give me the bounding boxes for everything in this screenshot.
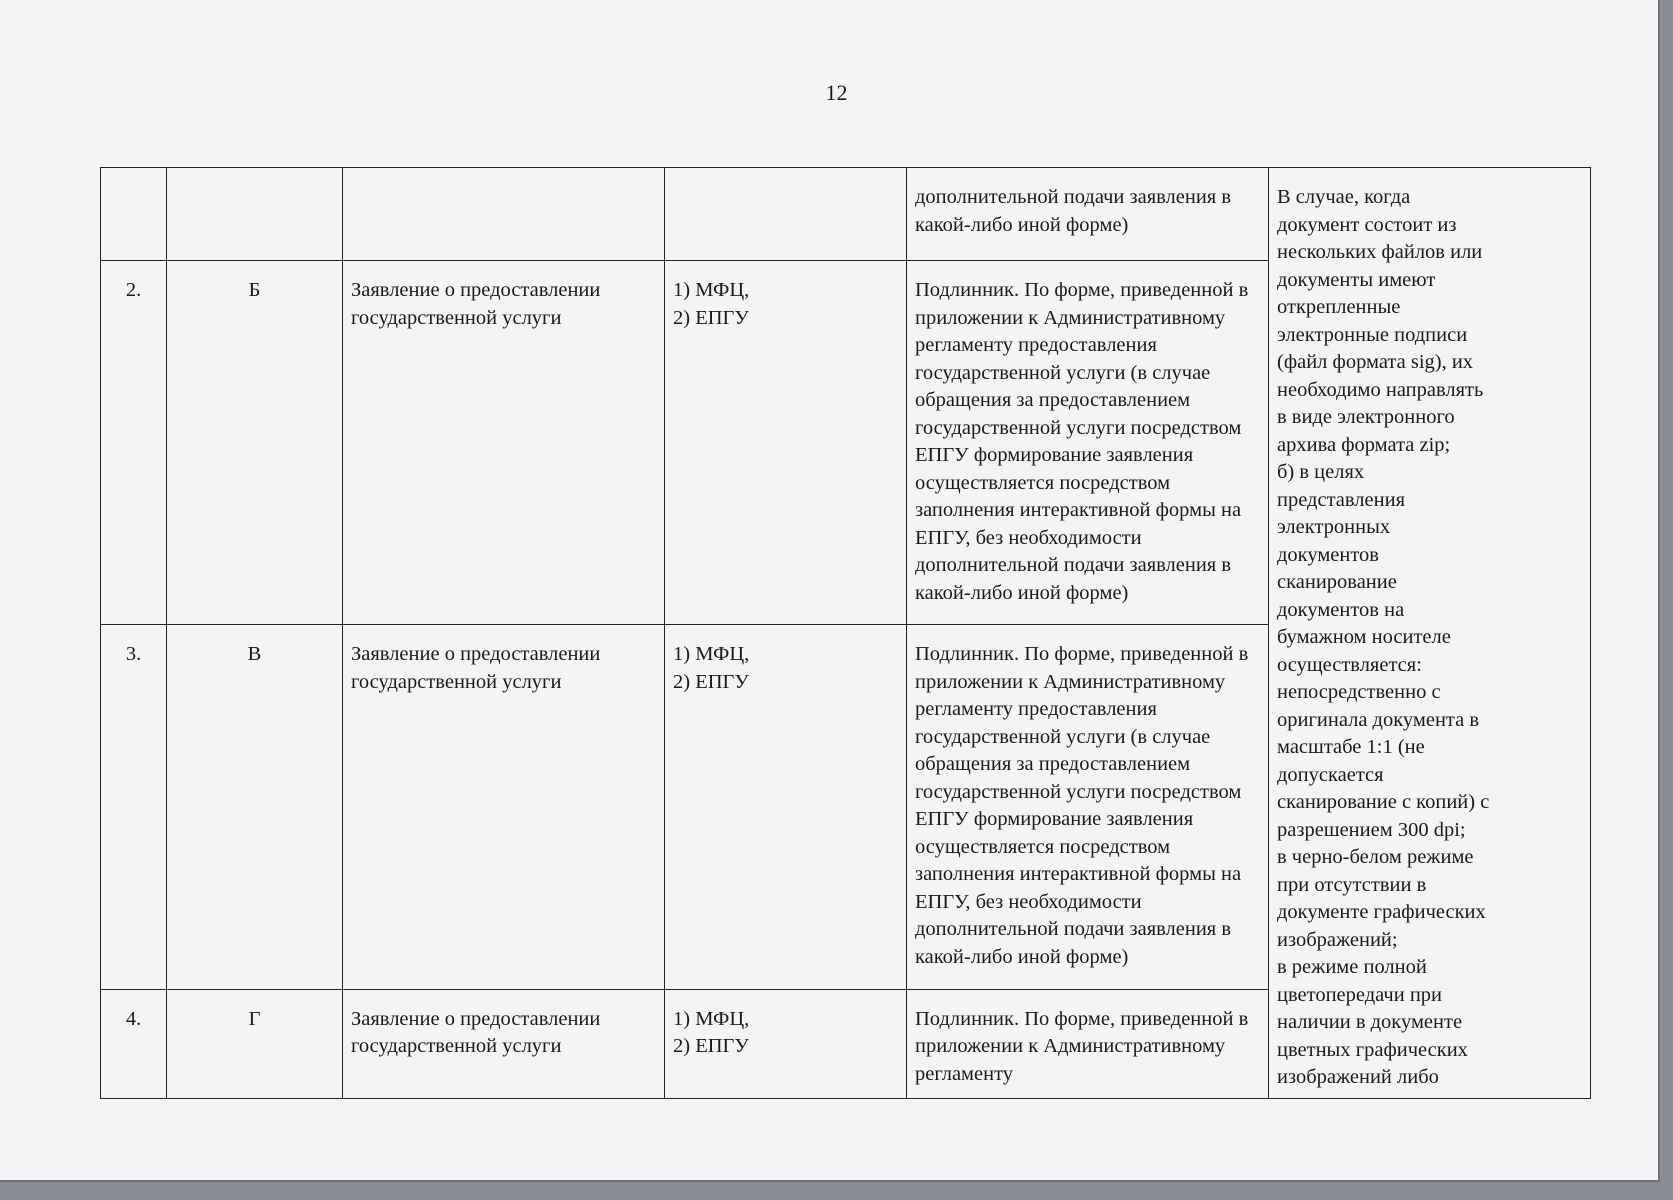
note-line: представления: [1277, 488, 1405, 511]
requirements-cell: Подлинник. По форме, приведенной в приложении к Административному регламенту предоставления государственной услуги (в случае обращения за предоставлением государственной услуги посредством ЕПГУ формирование заявления осуществляется посредством заполнения интерактивной формы на ЕПГУ, без необходимости дополнительной подачи заявления в какой-либо иной форме): [907, 261, 1269, 625]
notes-cell: [1269, 168, 1591, 1099]
note-line: в режиме полной: [1277, 956, 1427, 978]
requirements-cell: Подлинник. По форме, приведенной в приложении к Административному регламенту предоставления государственной услуги (в случае обращения за предоставлением государственной услуги посредством ЕПГУ формирование заявления осуществляется посредством заполнения интерактивной формы на ЕПГУ, без необходимости дополнительной подачи заявления в какой-либо иной форме): [907, 625, 1269, 989]
submission-channels: [665, 989, 907, 1098]
note-line: непосредственно с: [1277, 681, 1441, 703]
documents-table: [100, 167, 1591, 1099]
row-letter: Г: [167, 989, 343, 1098]
note-line: документов: [1277, 543, 1379, 566]
row-number: 3.: [101, 625, 167, 989]
channel-item: 2) ЕПГУ: [673, 306, 749, 329]
note-line: осуществляется:: [1277, 653, 1422, 676]
note-line: документе графических: [1277, 901, 1486, 923]
note-line: документ состоит из: [1277, 213, 1457, 236]
note-line: архива формата zip;: [1277, 433, 1451, 456]
page-number: 12: [825, 80, 848, 105]
note-line: изображений либо: [1277, 1066, 1439, 1088]
note-line: документы имеют: [1277, 268, 1436, 291]
note-line: оригинала документа в: [1277, 708, 1480, 731]
note-line: сканирование с копий) с: [1277, 791, 1490, 813]
note-line: цветных графических: [1277, 1038, 1468, 1061]
table-row: [101, 168, 1591, 261]
note-line: изображений;: [1277, 928, 1398, 951]
note-line: в виде электронного: [1277, 406, 1455, 428]
requirements-cell: дополнительной подачи заявления в какой-либо иной форме): [907, 168, 1269, 261]
note-line: при отсутствии в: [1277, 873, 1427, 896]
document-name: Заявление о предоставлении государственной услуги: [343, 625, 665, 989]
note-line: наличии в документе: [1277, 1011, 1463, 1033]
channel-item: 2) ЕПГУ: [673, 670, 749, 693]
requirements-cell: Подлинник. По форме, приведенной в приложении к Административному регламенту: [907, 989, 1269, 1098]
submission-channels: [665, 625, 907, 989]
note-line: бумажном носителе: [1277, 626, 1451, 648]
row-letter: В: [167, 625, 343, 989]
note-line: открепленные: [1277, 296, 1401, 318]
note-line: В случае, когда: [1277, 186, 1411, 208]
table-cell: [665, 168, 907, 261]
note-line: электронные подписи: [1277, 323, 1468, 346]
note-line: электронных: [1277, 516, 1391, 538]
row-letter: Б: [167, 261, 343, 625]
note-line: сканирование: [1277, 571, 1397, 593]
channel-item: 1) МФЦ,: [673, 279, 750, 301]
note-line: б) в целях: [1277, 461, 1365, 483]
note-line: масштабе 1:1 (не: [1277, 736, 1425, 758]
document-name: Заявление о предоставлении государственной услуги: [343, 989, 665, 1098]
notes-lines: [1277, 184, 1582, 1092]
channel-item: 2) ЕПГУ: [673, 1035, 749, 1058]
row-number: 4.: [101, 989, 167, 1098]
note-line: необходимо направлять: [1277, 378, 1484, 401]
channel-item: 1) МФЦ,: [673, 1007, 750, 1030]
table-cell: [167, 168, 343, 261]
note-line: цветопередачи при: [1277, 983, 1443, 1006]
note-line: (файл формата sig), их: [1277, 351, 1474, 373]
note-line: документов на: [1277, 598, 1405, 621]
table-cell: [343, 168, 665, 261]
channel-item: 1) МФЦ,: [673, 643, 750, 666]
note-line: нескольких файлов или: [1277, 241, 1483, 263]
submission-channels: [665, 261, 907, 625]
note-line: допускается: [1277, 763, 1384, 786]
document-name: Заявление о предоставлении государственной услуги: [343, 261, 665, 625]
table-cell: [101, 168, 167, 261]
row-number: 2.: [101, 261, 167, 625]
note-line: разрешением 300 dpi;: [1277, 818, 1466, 841]
note-line: в черно-белом режиме: [1277, 846, 1474, 868]
